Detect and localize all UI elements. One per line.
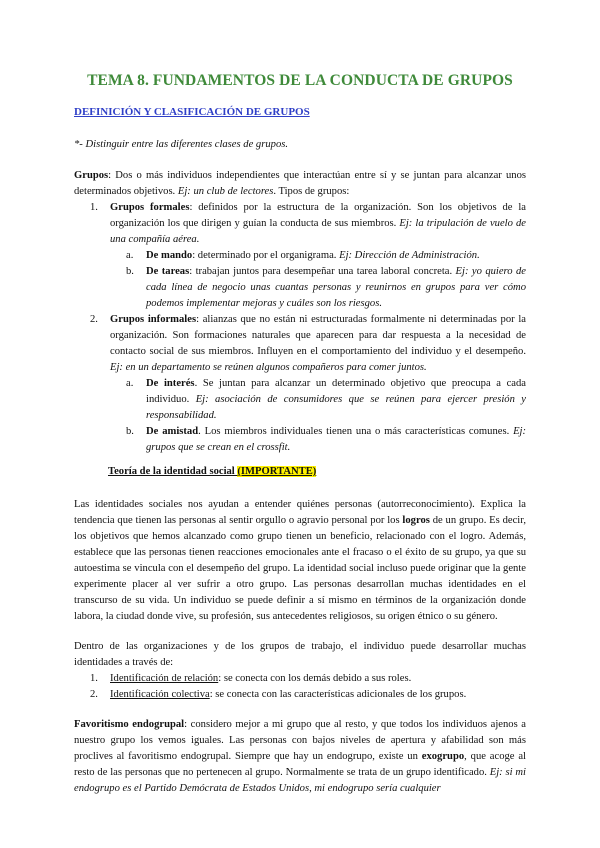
sub-text: : determinado por el organigrama. bbox=[192, 250, 340, 261]
sublist-item bbox=[126, 264, 526, 312]
identification-text: : se conecta con los demás debido a sus roles. bbox=[218, 673, 412, 684]
group-types-list bbox=[74, 200, 526, 456]
identification-text: : se conecta con las características adicionales de los grupos. bbox=[209, 689, 467, 700]
formales-example: Ej: la tripulación de vuelo de una compañía aérea. bbox=[110, 218, 526, 245]
term-de-interes: De interés bbox=[146, 378, 195, 389]
sublist-letter: a. bbox=[126, 250, 134, 261]
term-logros: logros bbox=[402, 515, 430, 526]
term-de-mando: De mando bbox=[146, 250, 193, 261]
identification-item bbox=[90, 687, 526, 703]
grupos-example: Ej: un club de lectores bbox=[177, 186, 274, 197]
informales-example: Ej: en un departamento se reúnen algunos compañeros para comer juntos. bbox=[110, 362, 427, 373]
sublist-item bbox=[126, 248, 526, 264]
grupos-text: : Dos o más individuos independientes que interactúan entre sí y se juntan para alcanzar unos determinados objetivos. bbox=[74, 170, 526, 197]
sublist-letter: a. bbox=[126, 378, 134, 389]
important-highlight: (IMPORTANTE) bbox=[237, 466, 317, 477]
identifications-list bbox=[74, 671, 526, 703]
term-informales: Grupos informales bbox=[110, 314, 197, 325]
informales-text: : alianzas que no están ni estructuradas formalmente ni determinadas por la organización. Son formaciones naturales que aparecen para dar respuesta a la necesidad de contacto social de sus miembros. Influyen en el comportamiento del individuo y el desempeño. bbox=[110, 314, 526, 357]
list-number: 1. bbox=[90, 673, 98, 684]
formales-sublist bbox=[110, 248, 526, 312]
identity-paragraph bbox=[74, 497, 526, 625]
theory-heading bbox=[108, 464, 526, 480]
identification-label: Identificación colectiva bbox=[110, 689, 210, 700]
section-heading: DEFINICIÓN Y CLASIFICACIÓN DE GRUPOS bbox=[74, 106, 310, 118]
favoritism-paragraph bbox=[74, 717, 526, 797]
sub-text: . Se juntan para alcanzar un determinado objetivo que preocupa a cada individuo. bbox=[146, 378, 526, 405]
term-de-amistad: De amistad bbox=[146, 426, 199, 437]
sub-example: Ej: yo quiero de cada línea de negocio unas cuantas personas y reunirnos en grupos para ver cómo podemos implementar mejoras y cuáles son los riesgos. bbox=[146, 266, 526, 309]
sub-text: : trabajan juntos para desempeñar una tarea laboral concreta. bbox=[189, 266, 456, 277]
sublist-letter: b. bbox=[126, 426, 134, 437]
sub-example: Ej: Dirección de Administración. bbox=[339, 250, 480, 261]
term-de-tareas: De tareas bbox=[146, 266, 190, 277]
identities-intro: Dentro de las organizaciones y de los grupos de trabajo, el individuo puede desarrollar muchas identidades a través de: bbox=[74, 641, 526, 668]
favoritism-example: Ej: si mi endogrupo es el Partido Demócrata de Estados Unidos, mi endogrupo sería cualquier bbox=[74, 767, 526, 794]
sub-example: Ej: asociación de consumidores que se reúnen para ejercer presión y responsabilidad. bbox=[146, 394, 526, 421]
sub-text: . Los miembros individuales tienen una o más características comunes. bbox=[198, 426, 514, 437]
favoritism-text1: : considero mejor a mi grupo que al resto, y que todos los individuos ajenos a nuestro grupo los vemos iguales. Las personas con bajos niveles de apertura y afabilidad son más proclives al favoritismo endogrupal. Siempre que hay un endogrupo, existe un bbox=[74, 719, 526, 762]
grupos-definition bbox=[74, 168, 526, 200]
list-item-formales bbox=[90, 200, 526, 312]
term-grupos: Grupos bbox=[74, 170, 109, 181]
identity-part1: Las identidades sociales nos ayudan a entender quiénes personas (autorreconocimiento). Explica la tendencia que tienen las personas al sentir orgullo o agravio personal por los bbox=[74, 499, 526, 526]
sublist-letter: b. bbox=[126, 266, 134, 277]
sublist-item bbox=[126, 424, 527, 456]
grupos-tail: . Tipos de grupos: bbox=[273, 186, 350, 197]
list-number: 2. bbox=[90, 689, 98, 700]
informales-sublist bbox=[110, 376, 526, 456]
favoritism-text2: , que acoge al resto de las personas que no pertenecen al grupo. Normalmente se trata de un grupo identificado. bbox=[74, 751, 526, 778]
term-favoritismo: Favoritismo endogrupal bbox=[74, 719, 185, 730]
identification-label: Identificación de relación bbox=[110, 673, 219, 684]
list-item-informales bbox=[90, 312, 527, 456]
term-formales: Grupos formales bbox=[110, 202, 190, 213]
sublist-item bbox=[126, 376, 526, 424]
page-title: TEMA 8. FUNDAMENTOS DE LA CONDUCTA DE GRUPOS bbox=[87, 72, 513, 89]
term-exogrupo: exogrupo bbox=[421, 751, 465, 762]
learning-objective: *- Distinguir entre las diferentes clases de grupos. bbox=[74, 139, 289, 150]
theory-heading-text: Teoría de la identidad social bbox=[108, 466, 238, 477]
sub-example: Ej: grupos que se crean en el crossfit. bbox=[146, 426, 527, 453]
list-number: 1. bbox=[90, 202, 98, 213]
formales-text: : definidos por la estructura de la organización. Son los objetivos de la organización los que dirigen y guían la conducta de sus miembros. bbox=[110, 202, 526, 229]
identification-item bbox=[90, 671, 526, 687]
identity-part2: de un grupo. Es decir, los objetivos que hemos alcanzado como grupo tienen un beneficio, relacionado con el logro. Además, establece que las personas tienen reacciones emocionales ante el fracaso o el éxito de su grupo, ya que su autoestima se vincula con el desempeño del grupo. La identidad social incluso puede originar que la gente experimente placer al ver sufrir a otro grupo. Las personas desarrollan muchas identidades en el transcurso de su vida. Un individuo se puede definir a sí mismo en términos de la organización donde labora, la ciudad donde vive, su profesión, sus antecedentes religiosos, su origen étnico o su género. bbox=[74, 515, 526, 622]
list-number: 2. bbox=[90, 314, 98, 325]
